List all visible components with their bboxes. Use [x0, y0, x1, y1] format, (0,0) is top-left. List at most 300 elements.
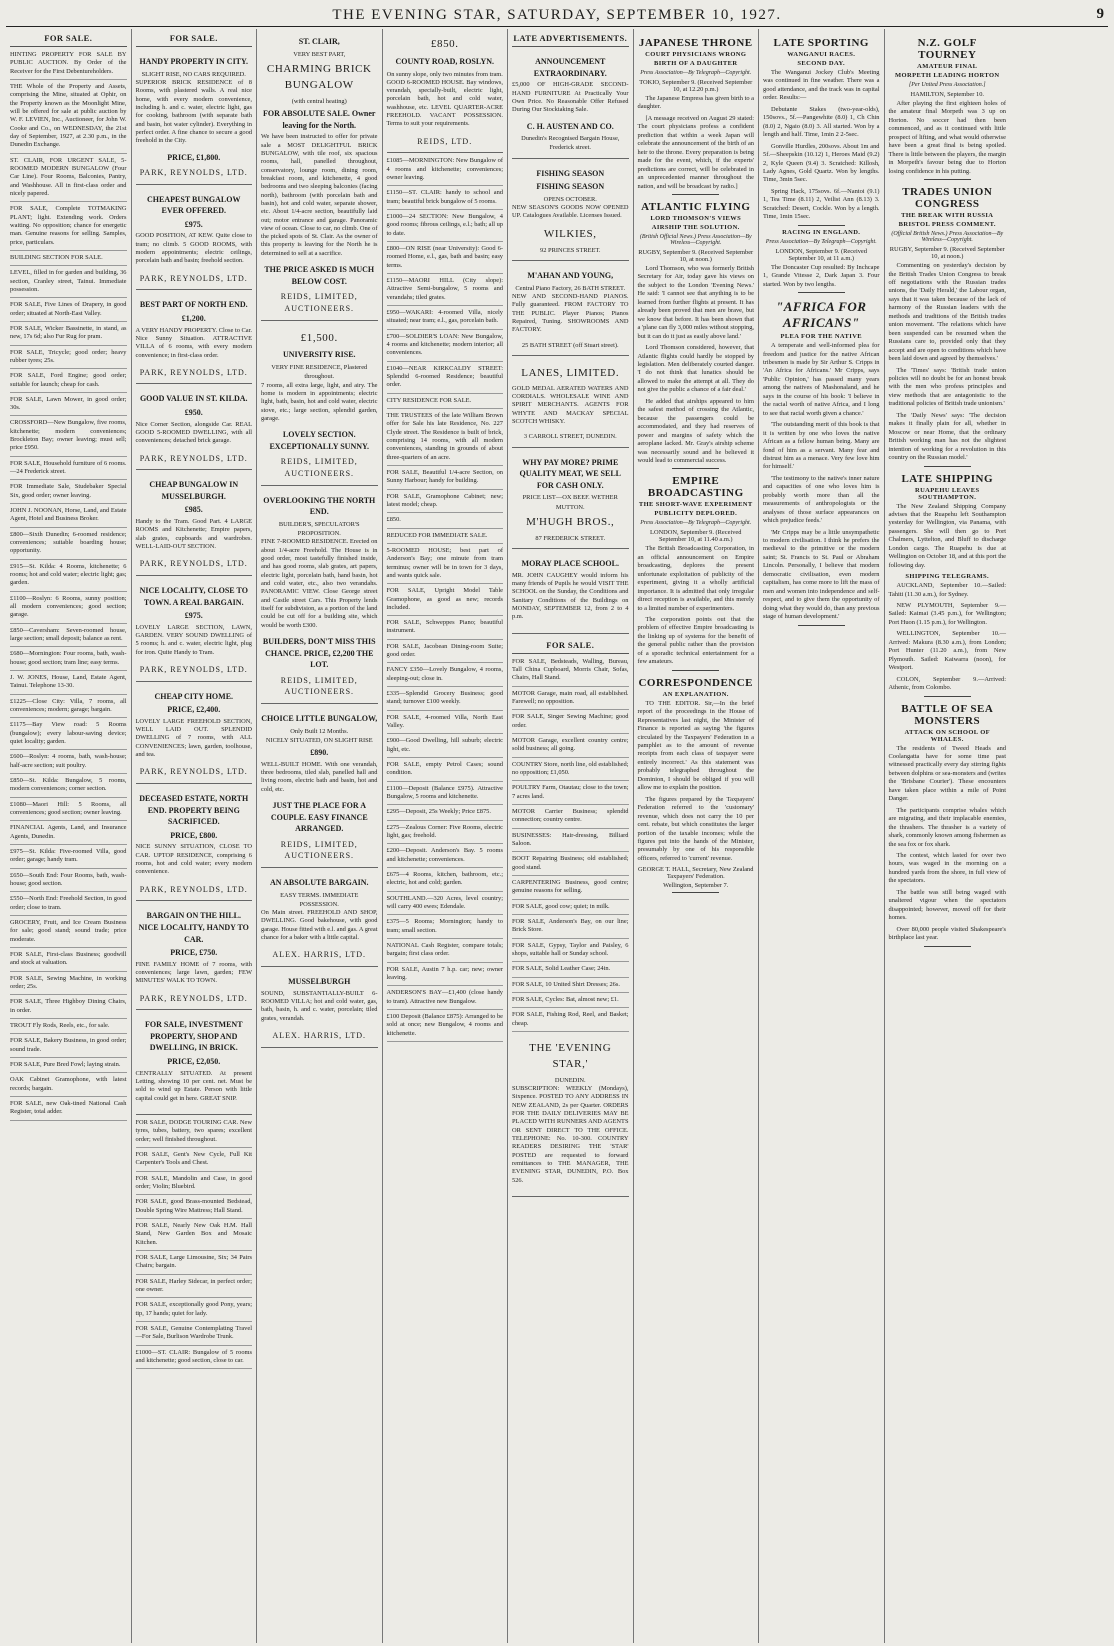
story-paragraph: Debutante Stakes (two-year-olds), 150sovs., 5f.—Pangewhite (8.0) 1, Ch Chin (8.0) 2, Ngaio (8.0) 3. All started. Won by a length and half. Time, 1min 2 2-5sec.: [763, 105, 880, 139]
ad-close: JUST THE PLACE FOR A COUPLE. EASY FINANCE ARRANGED.: [270, 801, 368, 834]
classified-ad: FOR SALE, Gent's New Cycle, Full Kit Carpenter's Tools and Chest.: [136, 1151, 253, 1172]
classified-ad: BUSINESSES: Hair-dressing, Billiard Saloon.: [512, 832, 629, 853]
classified-ad: £800—Sixth Dunedin; 6-roomed residence; conveniences; suitable boarding house; opportunity.: [10, 531, 127, 560]
ad-line: FISHING SEASON: [536, 168, 605, 178]
ad-price-line: FOR ABSOLUTE SALE. Owner leaving for the North.: [263, 109, 376, 130]
classified-ad: £850—St. Kilda: Bungalow, 5 rooms, modern conveniences; corner section.: [10, 777, 127, 798]
ad-agent: PARK, REYNOLDS, LTD.: [139, 665, 248, 675]
ad-note: NICELY SITUATED, ON SLIGHT RISE: [265, 736, 373, 744]
story-paragraph: Spring Hack, 175sovs. 6f.—Nantoi (9.1) 1, Tea Time (8.11) 2, Veilist Ann (8.13) 3. Scratched: Desert, Cockle. Won by a length. Time, 1min 15sec.: [763, 187, 880, 221]
page-number: 9: [1096, 6, 1104, 22]
ad-body: SOUND, SUBSTANTIALLY-BUILT 6-ROOMED VILLA; hot and cold water, gas, bath, basin, h. and c. water, porcelain; tiled grates, verandah.: [261, 989, 378, 1022]
classified-ad: FOR SALE, Singer Sewing Machine; good order.: [512, 713, 629, 734]
classified-ad: FOR SALE, new Oak-tined National Cash Register, total adder.: [10, 1100, 127, 1121]
story-dateline: RUGBY, September 9. (Received September 10, at noon.): [889, 246, 1005, 261]
story-source: (Official British News.) Press Association—By Wireless—Copyright.: [891, 231, 1004, 244]
classified-ad: £1000—ST. CLAIR: Bungalow of 5 rooms and kitchenette; good section, close to car.: [136, 1349, 253, 1370]
story-headline: CORRESPONDENCE: [638, 676, 754, 689]
story-kicker: THE BREAK WITH RUSSIA: [901, 212, 994, 220]
classified-ad: BUILDING SECTION FOR SALE.: [10, 254, 127, 266]
ad-price: £950.: [184, 408, 203, 418]
classified-ad: FOR SALE, Anderson's Bay, on our line; Brick Store.: [512, 918, 629, 939]
news-story: [889, 186, 1007, 466]
story-paragraph: Lord Thomson, who was formerly British Secretary for Air, today gave his views on the subject to the London 'Evening News.' He said: 'I cannot see that anything is to be learned from further flights at present. It has already been proved that men are brave, but we know that before. It has been shown that a 'plane can fly 3,000 miles without stopping, but it can do it just as easily above land.': [637, 264, 754, 340]
news-story: [889, 703, 1007, 947]
ad-subtitle: Dunedin's Recognised Bargain House, Frederick street.: [521, 135, 620, 152]
classified-ad: FOR SALE, Solid Leather Case; 24in.: [512, 965, 629, 977]
classified-ad: FOR SALE, Mandolin and Case, in good order; Violin; Bluebird.: [136, 1175, 253, 1196]
story-paragraph: [A message received on August 29 stated: The court physicians profess a confident prediction that within a week Japan will celebrate the announcement of the birth of an heir to the throne. Every preparation is being made for the event, which, if the experts' predictions are correct, will be celebrated in an unprecedented manner throughout the nation, and will be broadcast by radio.]: [637, 114, 754, 190]
ad-title: MUSSELBURGH: [288, 977, 351, 987]
ad-address: 25 BATH STREET (off Stuart street).: [521, 341, 619, 349]
display-ad-mhugh-bros: [512, 452, 629, 550]
classified-ad: £800—ON RISE (near University): Good 6-roomed Home, e.l., gas, bath and basin; easy terms.: [387, 245, 504, 274]
display-ad: [136, 474, 253, 576]
classified-ad: £1225—Close City: Villa, 7 rooms, all conveniences; modern; garage; bargain.: [10, 698, 127, 719]
ad-agent: REIDS, LIMITED, AUCTIONEERS.: [280, 675, 358, 697]
classified-ad: £850.: [387, 516, 504, 528]
ad-title: HANDY PROPERTY IN CITY.: [139, 57, 249, 66]
ad-body: NEW AND SECOND-HAND PIANOS. Fully guaranteed. FROM FACTORY TO THE PUBLIC. Player Pianos; Pianos Repaired, Tuning. SHOWROOMS AND FACTORY.: [512, 292, 629, 334]
ad-price: £1,500.: [300, 331, 338, 344]
classified-list: [512, 658, 629, 1032]
classified-ad: FOR SALE, Ford Engine; good order; suitable for launch; cheap for cash.: [10, 372, 127, 393]
classified-ad: FOR SALE, empty Petrol Cases; sound condition.: [387, 761, 504, 782]
display-ad: [136, 388, 253, 470]
classified-ad: SOUTHLAND.—320 Acres, level country; will carry 400 ewes; Edendale.: [387, 895, 504, 916]
classified-ad: £950—WAKARI: 4-roomed Villa, nicely situated; near tram; e.l., gas, porcelain bath.: [387, 309, 504, 330]
classified-ad: £1100—Deposit (Balance £975). Attractive Bungalow, 5 rooms and kitchenette.: [387, 785, 504, 806]
story-paragraph: 'Mr Cripps may be a little unsympathetic to modern civilisation. I think he prefers the medieval to the primitive or the modern saint; St. Francis to St. Paul or Abraham Lincoln. Personally, I believe that modern democratic civilisation, even modern capitalism, has come more to lift the mass of men and women into independence and self-respect, and to give them the opportunity of doing what they would do, than any previous stage of human development.': [763, 528, 880, 621]
story-dateline: HAMILTON, September 10.: [910, 91, 984, 98]
story-divider: [672, 194, 719, 195]
story-source: Press Association—By Telegraph—Copyright.: [765, 238, 877, 245]
classified-ad: £650—South End: Four Rooms, bath, wash-house; good section.: [10, 872, 127, 893]
ad-line: OPENS OCTOBER.: [543, 195, 597, 203]
classified-ad: 5-ROOMED HOUSE; best part of Anderson's Bay; one minute from tram terminus; owner will be in town for 3 days, and wants quick sale.: [387, 547, 504, 584]
ad-title: M'AHAN AND YOUNG,: [527, 271, 614, 280]
story-divider: [924, 946, 971, 947]
ad-name: WILKIES,: [543, 227, 597, 240]
display-ad-moray-place: [512, 553, 629, 634]
story-divider: [924, 696, 971, 697]
ad-body: GOLD MEDAL AERATED WATERS AND CORDIALS. WHOLESALE WINE AND SPIRIT MERCHANTS. AGENTS FOR WHYTE AND MACKAY SPECIAL SCOTCH WHISKY.: [512, 384, 629, 426]
story-kicker: THE SHORT-WAVE EXPERIMENT: [638, 501, 753, 509]
classified-ad: FOR SALE, Bedsteads, Walling, Bureau, Tall China Cupboard, Morris Chair, Sofas, Chairs, Hall Stand.: [512, 658, 629, 687]
ad-price: PRICE, £800.: [170, 830, 218, 840]
classified-ad: FOR SALE, Upright Model Table Gramophone, as good as new; records included.: [387, 587, 504, 616]
news-story: [889, 473, 1007, 697]
ad-title: CHEAP CITY HOME.: [154, 691, 234, 701]
classified-ad: £915—St. Kilda: 4 Rooms, kitchenette; 6 rooms; hot and cold water; electric light; gas; garden.: [10, 563, 127, 592]
ad-address: 3 CARROLL STREET, DUNEDIN.: [523, 433, 617, 441]
story-divider: [798, 625, 845, 626]
classified-ad: FOR SALE, Bakery Business, in good order; sound trade.: [10, 1037, 127, 1058]
classified-ad: FOR SALE, Gypsy, Taylor and Paisley, 6 shops, suitable hall or Sunday school.: [512, 942, 629, 963]
ad-subtitle: Central Piano Factory, 26 BATH STREET.: [515, 284, 626, 292]
column-2-classifieds: [132, 29, 258, 1643]
story-divider: [798, 292, 845, 293]
ad-agent: PARK, REYNOLDS, LTD.: [139, 767, 248, 777]
ad-title: NICE LOCALITY, CLOSE TO TOWN. A REAL BARGAIN.: [139, 585, 248, 607]
classified-ad: FOR Immediate Sale, Studebaker Special Six, good order; owner leaving.: [10, 483, 127, 504]
display-ad: [136, 580, 253, 682]
story-source: [Per United Press Association.]: [908, 82, 986, 88]
story-headline: TRADES UNION CONGRESS: [902, 186, 993, 211]
ad-body: CENTRALLY SITUATED. At present Letting, showing 10 per cent. net. Must be sold to wind up Estate. Person with little capital could get in here. GREAT SNIP.: [135, 1069, 252, 1102]
classified-ad: £975—St. Kilda: Five-roomed Villa, good order; garage; handy tram.: [10, 848, 127, 869]
classified-list: [136, 1119, 253, 1369]
classified-ad: COUNTRY Store, north line, old established; no opposition; £1,050.: [512, 761, 629, 782]
ad-agent: PARK, REYNOLDS, LTD.: [139, 559, 248, 569]
classified-ad: FOR SALE, Fishing Rod, Reel, and Basket; cheap.: [512, 1011, 629, 1032]
display-ad-university-rise: [261, 325, 378, 486]
classified-ad: £1150—ST. CLAIR: handy to school and tram; beautiful brick bungalow of 5 rooms.: [387, 189, 504, 210]
ad-title: WHY PAY MORE? PRIME QUALITY MEAT, WE SELL FOR CASH ONLY.: [519, 457, 621, 490]
story-paragraph: 'The outstanding merit of this book is that it is written by one who loves the native African as a fellow human being. Many are fond of him as a servant. Many fear and distrust him as a menace. Very few love him for himself.': [763, 421, 880, 471]
classified-ad: £680—Mornington: Four rooms, bath, wash-house; good section; tram line; easy terms.: [10, 650, 127, 671]
story-subhead: PUBLICITY DEPLORED.: [654, 510, 738, 518]
classified-ad: £335—Splendid Grocery Business; good stand; turnover £100 weekly.: [387, 690, 504, 711]
ad-body: SUPERIOR BRICK RESIDENCE of 8 Rooms, with plastered walls. A real nice home, with every modern convenience, including h. and c. water, electric light, gas for cooking, bathroom (with separate bath and basin, hot water cylinder). Everything in perfect order. A fine chance to secure a good freehold in the City.: [135, 78, 252, 145]
story-paragraph: The New Zealand Shipping Company advises that the Ruapehu left Southampton yesterday for Wellington, via Panama, with passengers. She will then go to Port Chalmers, Lyttelton, and Bluff to discharge London cargo. The Ruapehu is due at Wellington on October 18, and at this port the following day.: [888, 502, 1006, 569]
classified-ad: FOR SALE, Austin 7 h.p. car; new; owner leaving.: [387, 966, 504, 987]
classified-ad: FOR SALE, Nearly New Oak H.M. Hall Stand, New Garden Box and Mosaic Kitchen.: [136, 1222, 253, 1251]
classified-ad: £1080—Maori Hill: 5 Rooms, all conveniences; good section; owner leaving.: [10, 801, 127, 822]
classified-ad: CITY RESIDENCE FOR SALE.: [387, 397, 504, 409]
story-place: Wellington, September 7.: [663, 882, 729, 890]
story-paragraph: The Wanganui Jockey Club's Meeting was continued in fine weather. There was a good attendance, and the track was in capital order. Results:—: [763, 69, 880, 102]
ad-price: £1,200.: [181, 313, 206, 323]
ad-body: LOVELY LARGE FREEHOLD SECTION, WELL LAID OUT. SPLENDID DWELLING of 7 rooms, with ALL CONVENIENCES; lawn, garden, toolhouse, and tea.: [135, 717, 252, 759]
ad-price: £850.: [430, 38, 459, 50]
ad-price: £975.: [184, 219, 203, 229]
ad-agent: REIDS, LIMITED, AUCTIONEERS.: [280, 292, 358, 313]
story-paragraph: The figures prepared by the Taxpayers' Federation referred to the 'customary' revenue, which does not carry the 10 per cent. rebate, but which constitutes the larger portion of the taxable incomes; while the figures put into the hands of the Minister, presumably by one of his responsible officers, referred to 'current' revenue.: [637, 795, 754, 862]
story-paragraph: The contest, which lasted for over two hours, was waged in the morning on a hundred yards from the shore, in full view of the spectators.: [888, 852, 1006, 885]
classified-ad: THE Whole of the Property and Assets, comprising the Mine, situated at Ophir, on the Property known as the Moonlight Mine, will be offered for sale at public auction by W. F. LEVIEN, Inc., Auctioneer, for John W. Cooke and Co., on WEDNESDAY, the 21st day of September, 1927, at 2.30 p.m., in the Dunedin Exchange.: [10, 83, 127, 154]
story-headline: JAPANESE THRONE: [638, 37, 753, 49]
ad-title: MORAY PLACE SCHOOL.: [521, 559, 619, 569]
story-divider: [672, 468, 719, 469]
column-4-classifieds: [383, 29, 509, 1643]
ad-title: THE 'EVENING STAR,': [529, 1041, 612, 1070]
classified-ad: £275—Zealous Corner: Five Rooms, electric light, gas; freehold.: [387, 824, 504, 845]
classified-ad: NATIONAL Cash Register, compare totals; bargain; first class order.: [387, 942, 504, 963]
story-paragraph: Gonville Hurdles, 200sovs. About 1m and 5f.—Sheepskin (10.12) 1, Heroes Maid (9.2) 2, Kyle Queen (9.4) 3. Scratched: Killosh, Lady Agnes, Gold Quartz. Won by lengths. Time, 3min 5sec.: [763, 142, 880, 184]
story-headline: "AFRICA FOR AFRICANS": [776, 299, 867, 331]
ad-subtitle: Only Built 12 Months.: [290, 727, 349, 735]
ad-address: 92 PRINCES STREET.: [540, 246, 601, 254]
story-subhead: PLEA FOR THE NATIVE: [780, 333, 863, 341]
story-kicker: AMATEUR FINAL: [917, 63, 978, 70]
classified-ad: POULTRY Farm, Otautau; close to the town; 7 acres land.: [512, 784, 629, 805]
ad-title: DECEASED ESTATE, NORTH END. PROPERTY BEING SACRIFICED.: [139, 794, 249, 827]
ad-body: NICE SUNNY SITUATION, CLOSE TO CAR. UPTOP RESIDENCE, comprising 6 rooms, hot and cold water; every modern convenience.: [135, 843, 252, 876]
ad-body: FINE 7-ROOMED RESIDENCE. Erected on about 1/4-acre Freehold. The House is in good order, most tastefully finished inside, and has good rooms, slab grates, art papers, electric light, porcelain bath, hand basin, hot and cold water, etc., also two verandahs. PANORAMIC VIEW. Close George street and Castle street Cars. This Property lends itself for subdivision, as a portion of the land could be cut off for a building site, which would be worth £300.: [261, 538, 378, 629]
classified-ad: TROUT Fly Rods, Reels, etc., for sale.: [10, 1022, 127, 1034]
display-ad-mahan-young: [512, 265, 629, 356]
classified-ad: £675—4 Rooms, kitchen, bathroom, etc.; electric, hot and cold; garden.: [387, 871, 504, 892]
story-kicker: COURT PHYSICIANS WRONG: [645, 51, 747, 58]
masthead-title: THE EVENING STAR, SATURDAY, SEPTEMBER 10, 1927.: [332, 6, 782, 23]
story-paragraph: The participants comprise whales which are migrating, and their implacable enemies, the thrashers. The thrasher is a variety of shark, commonly known among fishermen as the sea fox or fox shark.: [888, 806, 1006, 848]
ad-name: M'HUGH BROS.,: [526, 516, 615, 528]
classified-ad: FOR SALE, good Brass-mounted Bedstead, Double Spring Wire Mattress; Hall Stand.: [136, 1198, 253, 1219]
ad-agent: PARK, REYNOLDS, LTD.: [139, 993, 248, 1003]
story-source: Press Association—By Telegraph—Copyright.: [640, 520, 752, 527]
ad-body: WELL-BUILT HOME. With one verandah, three bedrooms, tiled slab, panelled hall and living room, electric bath and basin, hot and cold, etc.: [261, 760, 378, 793]
ad-address: 87 FREDERICK STREET.: [535, 534, 606, 542]
classified-ad: ANDERSON'S BAY—£1,400 (close handy to tram). Attractive new Bungalow.: [387, 989, 504, 1010]
classified-ad: FOR SALE, Five Lines of Drapery, in good order; situated at North-East Valley.: [10, 301, 127, 322]
column-8-news: [885, 29, 1011, 1643]
classified-ad: CROSSFORD—New Bungalow, five rooms, kitchenette; modern conveniences; Brockleton Bay; owner leaving; must sell; price £950.: [10, 419, 127, 456]
display-ad-austen: [512, 51, 629, 159]
ad-price: £890.: [310, 748, 329, 758]
classified-ad: BOOT Repairing Business; old established; good stand.: [512, 855, 629, 876]
ad-agent: ALEX. HARRIS, LTD.: [272, 1030, 366, 1040]
display-ad-choice-bungalow: [261, 708, 378, 868]
ad-title: OVERLOOKING THE NORTH END.: [263, 495, 376, 517]
story-paragraph: The corporation points out that the problem of effective Empire broadcasting is the linking up of systems for the benefit of the general public rather than the provision of a sporadic technical entertainment for a few amateurs.: [637, 616, 754, 666]
story-subhead: BRISTOL PRESS COMMENT.: [898, 221, 996, 229]
story-paragraph: Commenting on yesterday's decision by the British Trades Union Congress to break off negotiations with the Russian trades unions, the 'Daily Herald,' the Labour organ, says that it was taken because of the lack of harmony of the Russian leaders with the methods and traditions of the British trades union movement. 'The relations which have been suspended can be resumed when the Russians care to, provided only that they accept and are open to conditions which have been laid down and agreed by themselves.': [888, 262, 1006, 363]
ad-body: £5,000 OF HIGH-GRADE SECOND-HAND FURNITURE At Practically Your Own Price. No Reasonable Offer Refused During Our Stocktaking Sale.: [512, 81, 629, 114]
classified-ad: FOR SALE, 10 United Shirt Dresses; 26s.: [512, 981, 629, 993]
column-header: FOR SALE.: [136, 31, 253, 47]
story-source: (British Official News.) Press Association—By Wireless—Copyright.: [639, 233, 752, 246]
story-paragraph: The residents of Tweed Heads and Coolangatta have for some time past witnessed practically every day stirring fights between dolphins or sea-monsters and (writes the 'Brisbane Courier'). These encounters have taken place within a mile of Point Danger.: [888, 744, 1006, 803]
ad-title: CHEAP BUNGALOW IN MUSSELBURGH.: [149, 480, 239, 501]
classified-ad: £1040—NEAR KIRKCALDY STREET: Splendid 6-roomed Residence; beautiful order.: [387, 365, 504, 394]
ad-title: AN ABSOLUTE BARGAIN.: [270, 877, 369, 887]
ad-price: PRICE, £2,050.: [167, 1057, 221, 1067]
classified-ad: £850—Caversham: Seven-roomed house, large section; small deposit; balance as rent.: [10, 627, 127, 648]
ad-subtitle: SLIGHT RISE, NO CARS REQUIRED.: [141, 70, 246, 78]
classified-ad: J. W. JONES, House, Land, Estate Agent, Tainui. Telephone 13-30.: [10, 674, 127, 695]
masthead: [6, 4, 1108, 27]
classified-ad: £900—Good Dwelling, hill suburb; electric light, etc.: [387, 737, 504, 758]
display-ad: [136, 788, 253, 901]
column-header: FOR SALE.: [10, 31, 127, 47]
classified-ad: FOR SALE, Gramophone Cabinet; new; latest model; cheap.: [387, 493, 504, 514]
ad-body: GOOD 6-ROOMED HOUSE. Bay windows, verandah, specially-built, electric light, porcelain bath, hot and cold water, washhouse, etc. LEVEL QUARTER-ACRE FREEHOLD. VACANT POSSESSION. Terms to suit your requirements.: [386, 78, 503, 128]
ad-price: £975.: [184, 611, 203, 621]
story-subhead: AIRSHIP THE SOLUTION.: [651, 223, 740, 231]
story-divider: [924, 466, 971, 467]
classified-ad: HINTING PROPERTY FOR SALE BY PUBLIC AUCTION. By Order of the Receiver for the First Debentureholders.: [10, 51, 127, 80]
classified-ad: £295—Deposit, 25s Weekly; Price £875.: [387, 808, 504, 820]
ad-body: NEW SEASON'S GOODS NOW OPENED UP. Catalogues Available. Licenses Issued.: [512, 204, 629, 220]
columns: [6, 29, 1108, 1643]
news-story: [763, 37, 880, 226]
classified-ad: FOR SALE, DODGE TOURING CAR. New tyres, tubes, battery, two spares; excellent order; well finished throughout.: [136, 1119, 253, 1148]
display-ad-bargain: [261, 872, 378, 967]
classified-ad: £1175—Bay View road: 5 Rooms (bungalow); every labour-saving device; quiet locality; garden.: [10, 721, 127, 750]
classified-ad: £600—Roslyn: 4 rooms, bath, wash-house; half-acre section; suit poultry.: [10, 753, 127, 774]
ad-price: £985.: [184, 505, 203, 515]
classified-ad: FOR SALE, Household furniture of 6 rooms.—24 Frederick street.: [10, 460, 127, 481]
story-paragraph: NEW PLYMOUTH, September 9.—Sailed: Kaimai (3.45 p.m.), for Wellington; Port Huon (1.15 p.m.), for Wellington.: [888, 602, 1006, 626]
classified-ad: FOR SALE, Large Limousine, Six; 34 Pairs Chairs; bargain.: [136, 1254, 253, 1275]
story-headline: LATE SPORTING: [773, 37, 869, 49]
ad-title: LANES, LIMITED.: [521, 366, 620, 379]
classified-ad: GROCERY, Fruit, and Ice Cream Business for sale; good stand; sound trade; price moderate.: [10, 919, 127, 948]
story-headline: EMPIRE BROADCASTING: [647, 475, 744, 500]
display-ad-evening-star: [512, 1035, 629, 1197]
ad-agent: PARK, REYNOLDS, LTD.: [139, 453, 248, 463]
ad-subtitle: VERY BEST PART,: [293, 50, 346, 58]
ad-subtitle: BUILDER'S, SPECULATOR'S PROPOSITION.: [278, 520, 360, 538]
display-ad-musselburgh: [261, 971, 378, 1048]
ad-body: Nice Corner Section, alongside Car. REAL GOOD 5-ROOMED DWELLING, with all conveniences; detached brick garage.: [135, 420, 252, 445]
ad-body: 7 rooms, all extra large, light, and airy. The home is modern in appointments; electric light, bath, basin, hot and cold water, electric stove, etc.; large section, splendid garden, garage.: [261, 381, 378, 422]
ad-agent: REIDS, LIMITED, AUCTIONEERS.: [280, 839, 358, 861]
story-divider: [672, 670, 719, 671]
display-ad-roslyn: [387, 31, 504, 153]
story-subhead: SECOND DAY.: [797, 60, 846, 67]
story-paragraph: He added that airships appeared to him the safest method of crossing the Atlantic, because the passengers could be accommodated, and they had reserves of power and margins of safety which the aeroplane lacked. Mr. Gray's airship scheme was necessarily sound and he believed it would lead to commercial success.: [637, 397, 754, 464]
story-headline: N.Z. GOLF TOURNEY: [917, 37, 977, 61]
ad-agent: PARK, REYNOLDS, LTD.: [139, 168, 248, 178]
classified-list: [10, 51, 127, 1121]
ad-body: On Main street. FREEHOLD AND SHOP, DWELLING. Good bakehouse, with good garage. House fitted with e.l. and gas. A great chance for a baker with a little capital.: [261, 909, 378, 942]
story-signoff: GEORGE T. HALL, Secretary, New Zealand Taxpayers' Federation.: [638, 866, 754, 881]
story-subhead: BIRTH OF A DAUGHTER: [653, 60, 738, 67]
ad-agent: PARK, REYNOLDS, LTD.: [139, 273, 248, 283]
classified-ad: £200—Deposit. Anderson's Bay. 5 rooms and kitchenette; conveniences.: [387, 847, 504, 868]
ad-body: MR. JOHN CAUGHEY would inform his many friends of Pupils he would VISIT THE SCHOOL on the Sunday, the Conditions and Sanitary Conditions of the Buildings on MONDAY, SEPTEMBER 12, from 2 to 4 p.m.: [512, 571, 629, 621]
ad-body: SUBSCRIPTION: WEEKLY (Mondays), Sixpence. POSTED TO ANY ADDRESS IN NEW ZEALAND, 2s per Quarter. ORDERS FOR THE DAILY DELIVERIES MAY BE PLACED WITH RUNNERS AND AGENTS OR SENT DIRECT TO THE OFFICE. TELEPHONE: No. 10-300. COUNTRY READERS DESIRING THE 'STAR' POSTED are requested to forward remittances to THE MANAGER, THE EVENING STAR, DUNEDIN, P.O. Box 526.: [512, 1085, 629, 1184]
ad-title: ST. CLAIR,: [298, 37, 340, 46]
ad-body: A VERY HANDY PROPERTY. Close to Car. Nice Sunny Situation. ATTRACTIVE VILLA of 6 rooms, with every modern convenience; in first-class order.: [135, 326, 252, 359]
ad-agent: ALEX. HARRIS, LTD.: [272, 950, 366, 960]
classified-ad: FOR SALE, First-class Business; goodwill and stock at valuation.: [10, 951, 127, 972]
classified-ad: CARPENTERING Business, good centre; genuine reasons for selling.: [512, 879, 629, 900]
story-subhead: AN EXPLANATION.: [662, 690, 729, 698]
classified-ad: JOHN J. NOONAN, Horse, Land, and Estate Agent, Hotel and Business Broker.: [10, 507, 127, 528]
story-dateline: RUGBY, September 9. (Received September 10, at noon.): [638, 248, 754, 263]
ad-agent: PARK, REYNOLDS, LTD.: [139, 367, 248, 377]
display-ad-wilkies: [512, 163, 629, 261]
story-source: Press Association—By Telegraph—Copyright.: [640, 70, 752, 76]
classified-ad: FOR SALE, Complete TOTMAKING PLANT; light. Extending work. Orders waiting. No opposition; chance for energetic man. Genuine reasons for selling. Samples, price, particulars.: [10, 205, 127, 251]
classified-ad: FOR SALE, Beautiful 1/4-acre Section, on Sunny Harbour; handy for building.: [387, 469, 504, 490]
ad-close: THE PRICE ASKED IS MUCH BELOW COST.: [264, 265, 375, 286]
classified-ad: FOR SALE, Lawn Mower, in good order; 30s.: [10, 396, 127, 417]
story-paragraph: Over 80,000 people visited Shakespeare's birthplace last year.: [888, 925, 1006, 942]
news-story: [638, 37, 755, 195]
story-headline: ATLANTIC FLYING: [641, 200, 751, 213]
story-paragraph: The 'Daily News' says: 'The decision makes it finally plain for all, whether in Moscow or near Home, that the ordinary British working man has not the slightest intention of working for a revolution in this country on the Russian model.': [888, 411, 1006, 462]
section-header: FOR SALE.: [512, 638, 629, 654]
display-ad: [136, 686, 253, 784]
column-7-news: [759, 29, 885, 1643]
ad-title: COUNTY ROAD, ROSLYN.: [395, 56, 495, 66]
classified-ad: FOR SALE, good cow; quiet; in milk.: [512, 903, 629, 915]
ad-agent: PARK, REYNOLDS, LTD.: [139, 884, 248, 894]
story-paragraph: The battle was still being waged with unaltered vigour when the spectators disappointed; however, moved off for their homes.: [888, 888, 1006, 922]
story-paragraph: TO THE EDITOR. Sir,—In the brief report of the proceedings in the House of Representatives last night, the Minister of Finance is reported as saying 'the figures circulated by the Taxpayers' Federation in a pamphlet as to the amount of revenue receipts from each class of taxpayer were entirely incorrect.' As this statement was probably telegraphed throughout the Dominion, I should be obliged if you will allow me to explain the position.: [637, 699, 754, 792]
display-ad-lanes: [512, 360, 629, 448]
story-paragraph: Lord Thomson considered, however, that Atlantic flights could hardly be stopped by legislation. Men deliberately courted danger. 'I do not think that lunatics should be allowed to make the attempt at all. They do not give the public a chance of a fair deal.': [637, 344, 754, 394]
story-subhead: SHIPPING TELEGRAMS.: [905, 573, 990, 581]
classified-ad: £1100—Roslyn: 6 Rooms, sunny position; all modern conveniences; good section; garage.: [10, 595, 127, 624]
classified-ad: FOR SALE, Tricycle; good order; heavy rubber tyres; 25s.: [10, 349, 127, 370]
story-kicker: RUAPEHU LEAVES SOUTHAMPTON.: [914, 486, 980, 501]
column-6-news: [634, 29, 760, 1643]
display-ad: [136, 294, 253, 384]
classified-ad: £700—SOLDIER'S LOAN: New Bungalow, 4 rooms and kitchenette; modern interior; all conveniences.: [387, 333, 504, 362]
ad-body: GOOD POSITION, AT KEW. Quite close to tram; no climb. 5 GOOD ROOMS, with modern appointments; electric ceilings, porcelain bath and basin; freehold section.: [135, 232, 252, 265]
column-header: LATE ADVERTISEMENTS.: [512, 31, 629, 47]
display-ad: [136, 189, 253, 291]
classified-ad: FINANCIAL Agents, Land, and Insurance Agents, Dunedin.: [10, 824, 127, 845]
display-ad: [136, 1014, 253, 1115]
story-paragraph: The 'Times' says: 'British trade union policies will no doubt be for an honest break with the men who profess principles and view methods that are antagonistic to the traditional policies of British trade unionism.': [888, 366, 1006, 408]
story-kicker: LORD THOMSON'S VIEWS: [650, 214, 742, 222]
ad-title: CHEAPEST BUNGALOW EVER OFFERED.: [147, 194, 241, 216]
classified-ad: FOR SALE, Wicker Bassinette, in stand, as new, 17s 6d; also Fur Rug for pram.: [10, 325, 127, 346]
ad-price: PRICE, £1,800.: [167, 152, 221, 162]
story-headline: BATTLE OF SEA MONSTERS: [901, 702, 994, 727]
story-divider: [798, 225, 845, 226]
classified-ad: FOR SALE, 4-roomed Villa, North East Valley.: [387, 714, 504, 735]
story-paragraph: The Japanese Empress has given birth to a daughter.: [637, 95, 754, 111]
classified-list: [387, 157, 504, 1042]
story-paragraph: WELLINGTON, September 10.—Arrived: Makura (8.30 a.m.), from London; Port Hunter (11.20 a.m.), from New Plymouth. Sailed: Kaiwarra (noon), for Westport.: [888, 630, 1006, 672]
column-3-display-ads: [257, 29, 383, 1643]
story-dateline: LONDON, September 9. (Received September 10, at 11.40 a.m.): [650, 529, 742, 544]
display-ad-handy-property: [136, 51, 253, 185]
classified-ad: £550—North End: Freehold Section, in good order; close to tram.: [10, 895, 127, 916]
ad-body: Handy to the Tram. Good Part. 4 LARGE ROOMS and Kitchenette; Empire papers, slab grates, cupboards and wardrobes. WELL-LAID-OUT SECTION.: [135, 518, 252, 550]
ad-close: LOVELY SECTION. EXCEPTIONALLY SUNNY.: [269, 430, 370, 451]
classified-ad: MOTOR Garage, excellent country centre; solid business; all going.: [512, 737, 629, 758]
classified-ad: £100 Deposit (Balance £875): Arranged to be sold at once; new Bungalow, 4 rooms and kitchenette.: [387, 1013, 504, 1042]
classified-ad: FOR SALE, Cycles: Bat, almost new; £1.: [512, 996, 629, 1008]
display-ad: [136, 905, 253, 1010]
classified-ad: FOR SALE, Genuine Contemplating Travel—For Sale, Burlison Wardrobe Trunk.: [136, 1325, 253, 1346]
ad-close: BUILDERS, DON'T MISS THIS CHANCE. PRICE, £2,200 THE LOT.: [262, 636, 376, 670]
ad-title: CHOICE LITTLE BUNGALOW,: [261, 713, 378, 723]
story-dateline: LONDON, September 9. (Received September 10, at 11 a.m.): [775, 247, 867, 262]
classified-ad: OAK Cabinet Gramophone, with latest records; bargain.: [10, 1076, 127, 1097]
ad-agent: REIDS, LTD.: [417, 136, 473, 146]
classified-ad: FOR SALE, Harley Sidecar, in perfect order; one owner.: [136, 1278, 253, 1299]
story-paragraph: COLON, September 9.—Arrived: Athenic, from Colombo.: [888, 675, 1006, 692]
story-subhead: ATTACK ON SCHOOL OF WHALES.: [904, 728, 991, 743]
ad-title: FOR SALE, INVESTMENT PROPERTY, SHOP AND DWELLING, IN BRICK.: [144, 1020, 243, 1053]
ad-note: (with central heating): [291, 97, 347, 105]
ad-price: PRICE, £2,400.: [167, 705, 221, 715]
ad-body: FINE FAMILY HOME of 7 rooms, with conveniences; large lawn, garden; FEW MINUTES' WALK TO TOWN.: [135, 960, 252, 985]
classified-ad: FOR SALE, Three Highboy Dining Chairs, in order.: [10, 998, 127, 1019]
story-kicker: WANGANUI RACES.: [787, 51, 856, 58]
story-divider: [924, 179, 971, 180]
story-dateline: TOKIO, September 9. (Received September 10, at 12.20 p.m.): [639, 79, 753, 93]
story-paragraph: After playing the first eighteen holes of the amateur final Morpeth was 3 up on Horton. No soccer had then been commenced, and as it continued with little prospect of lifting, and what would otherwise have been a great final is being spoiled. There is little between the players, the margin in Morpeth's favour being due to Horton losing confidence in his putting.: [888, 100, 1006, 175]
story-subhead: MORPETH LEADING HORTON: [894, 72, 1000, 79]
ad-line: FISHING SEASON: [536, 182, 605, 192]
classified-ad: REDUCED FOR IMMEDIATE SALE.: [387, 532, 504, 544]
classified-ad: £1085—MORNINGTON: New Bungalow of 4 rooms and kitchenette; conveniences; owner leaving.: [387, 157, 504, 186]
column-1-classifieds: [6, 29, 132, 1643]
classified-ad: £375—5 Rooms; Mornington; handy to tram; small section.: [387, 918, 504, 939]
news-story: [889, 37, 1007, 180]
ad-subtitle: EASY TERMS. IMMEDIATE POSSESSION.: [280, 891, 359, 908]
